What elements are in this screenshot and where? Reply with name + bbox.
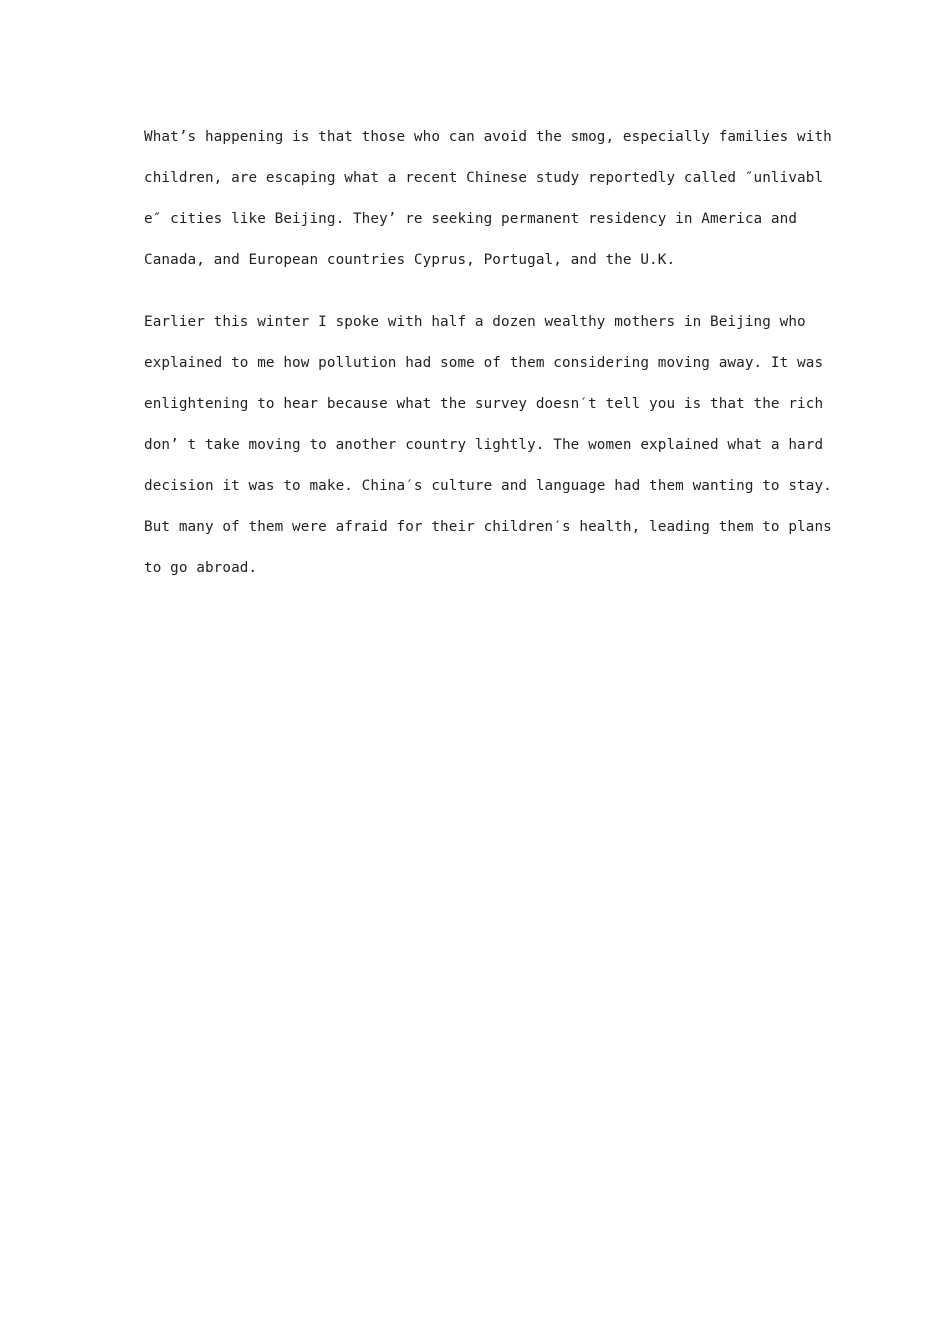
text-line: But many of them were afraid for their children′s health, leading them to plans (144, 519, 832, 535)
text-line: What’s happening is that those who can avoid the smog, especially families with (144, 129, 832, 145)
text-line: to go abroad. (144, 560, 258, 576)
text-line: Earlier this winter I spoke with half a dozen wealthy mothers in Beijing who (144, 314, 806, 330)
text-line: Canada, and European countries Cyprus, Portugal, and the U.K. (144, 252, 676, 268)
text-line: enlightening to hear because what the survey doesn′t tell you is that the rich (144, 396, 824, 412)
text-line: don’ t take moving to another country lightly. The women explained what a hard (144, 437, 824, 453)
text-line: decision it was to make. China′s culture and language had them wanting to stay. (144, 478, 832, 494)
text-line: e″ cities like Beijing. They’ re seeking permanent residency in America and (144, 211, 798, 227)
text-line: explained to me how pollution had some of them considering moving away. It was (144, 355, 824, 371)
text-line: children, are escaping what a recent Chinese study reportedly called ″unlivabl (144, 170, 824, 186)
